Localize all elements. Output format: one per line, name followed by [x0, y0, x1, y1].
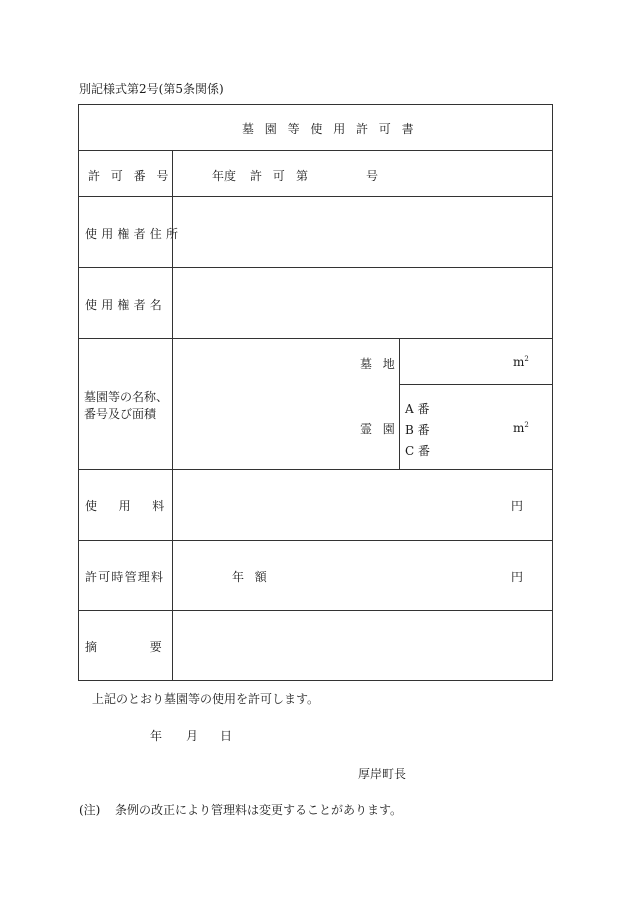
page-title: 墓園等使用許可書: [242, 122, 425, 136]
plot-item-c: C 番: [405, 444, 430, 458]
plot-item-a: A 番: [405, 402, 430, 416]
issuer: 厚岸町長: [358, 767, 407, 781]
permit-label: 許可: [250, 169, 296, 183]
permit-number-suffix: 号: [366, 169, 379, 183]
permit-statement: 上記のとおり墓園等の使用を許可します。: [92, 692, 320, 706]
grave-label: 墓地: [360, 357, 406, 371]
management-fee-label: 許可時管理料: [85, 570, 165, 584]
form-reference: 別記様式第2号(第5条関係): [79, 82, 224, 96]
usage-fee-label: 使用料: [85, 499, 186, 513]
permit-number-prefix: 第: [296, 169, 309, 183]
note-text: 条例の改正により管理料は変更することがあります。: [115, 803, 403, 817]
permit-year: 年度: [212, 169, 237, 183]
annual-label: 年額: [232, 570, 278, 584]
spirit-area-unit: $m^2$: [513, 421, 529, 435]
date-month: 月: [186, 729, 199, 743]
note-marker: (注): [79, 803, 101, 817]
grave-area-unit: $m^2$: [513, 355, 529, 369]
holder-name-label: 使用権者名: [85, 298, 167, 312]
spirit-park-label: 霊園: [360, 422, 406, 436]
address-label: 使用権者住所: [85, 227, 183, 241]
plot-item-b: B 番: [405, 423, 430, 437]
permit-number-label: 許可番号: [88, 169, 180, 183]
date-day: 日: [220, 729, 233, 743]
summary-field[interactable]: [180, 614, 546, 674]
usage-fee-unit: 円: [511, 499, 524, 513]
summary-label: 摘要: [85, 640, 215, 654]
plot-label-line2: 番号及び面積: [84, 407, 157, 421]
plot-label-line1: 墓園等の名称、: [84, 390, 169, 404]
address-field[interactable]: [180, 200, 546, 260]
date-year: 年: [150, 729, 163, 743]
management-fee-unit: 円: [511, 570, 524, 584]
holder-name-field[interactable]: [180, 271, 546, 331]
